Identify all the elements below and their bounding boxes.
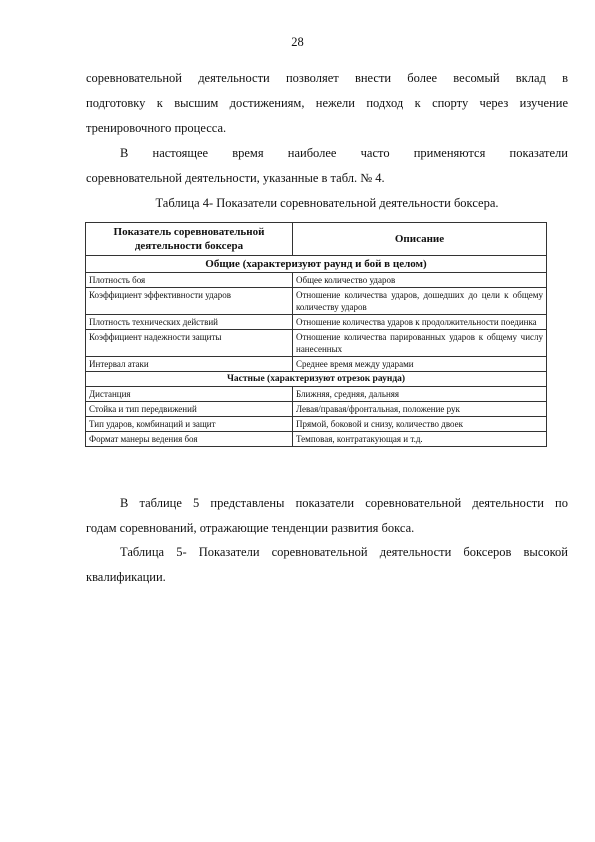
header-description: Описание xyxy=(293,223,547,256)
section-row xyxy=(86,256,547,273)
indicator-cell: Коэффициент эффективности ударов xyxy=(86,288,293,315)
table-5-caption xyxy=(86,540,568,590)
paragraph-line: соревновательной деятельности позволяет внести более весомый вклад в xyxy=(86,71,568,85)
section-general: Общие (характеризуют раунд и бой в целом) xyxy=(86,256,547,273)
table-row xyxy=(86,288,547,315)
table-4 xyxy=(85,222,547,447)
description-cell: Темповая, контратакующая и т.д. xyxy=(293,432,547,447)
description-cell: Левая/правая/фронтальная, положение рук xyxy=(293,402,547,417)
indicator-cell: Коэффициент надежности защиты xyxy=(86,330,293,357)
table-header-row xyxy=(86,223,547,256)
paragraph-table5-intro xyxy=(86,491,568,541)
paragraph-line: годам соревнований, отражающие тенденции развития бокса. xyxy=(86,521,415,535)
table-row xyxy=(86,357,547,372)
description-cell: Общее количество ударов xyxy=(293,273,547,288)
table-row xyxy=(86,330,547,357)
indicator-cell: Плотность боя xyxy=(86,273,293,288)
paragraph-line: Таблица 5- Показатели соревновательной деятельности боксеров высокой xyxy=(120,545,568,559)
description-cell: Отношение количества парированных ударов к общему числу нанесенных xyxy=(293,330,547,357)
paragraph-line: квалификации. xyxy=(86,570,166,584)
paragraph-intro xyxy=(86,66,568,191)
section-partial: Частные (характеризуют отрезок раунда) xyxy=(86,372,547,387)
description-cell: Прямой, боковой и снизу, количество двоек xyxy=(293,417,547,432)
description-cell: Отношение количества ударов, дошедших до цели к общему количеству ударов xyxy=(293,288,547,315)
indicator-cell: Дистанция xyxy=(86,387,293,402)
indicator-cell: Тип ударов, комбинаций и защит xyxy=(86,417,293,432)
table-row xyxy=(86,387,547,402)
paragraph-line: В таблице 5 представлены показатели соревновательной деятельности по xyxy=(120,496,568,510)
table-row xyxy=(86,315,547,330)
table-row xyxy=(86,417,547,432)
table-row xyxy=(86,273,547,288)
paragraph-line: В настоящее время наиболее часто применяются показатели xyxy=(120,146,568,160)
paragraph-line: соревновательной деятельности, указанные в табл. № 4. xyxy=(86,171,385,185)
description-cell: Отношение количества ударов к продолжительности поединка xyxy=(293,315,547,330)
description-cell: Среднее время между ударами xyxy=(293,357,547,372)
indicator-cell: Плотность технических действий xyxy=(86,315,293,330)
paragraph-line: тренировочного процесса. xyxy=(86,121,227,135)
indicator-cell: Стойка и тип передвижений xyxy=(86,402,293,417)
header-indicator: Показатель соревновательной деятельности боксера xyxy=(86,223,293,256)
page-number: 28 xyxy=(291,35,304,49)
table-4-caption: Таблица 4- Показатели соревновательной деятельности боксера. xyxy=(155,196,499,210)
section-row xyxy=(86,372,547,387)
paragraph-line: подготовку к высшим достижениям, нежели подход к спорту через изучение xyxy=(86,96,568,110)
table-row xyxy=(86,432,547,447)
description-cell: Ближняя, средняя, дальняя xyxy=(293,387,547,402)
table-row xyxy=(86,402,547,417)
indicator-cell: Интервал атаки xyxy=(86,357,293,372)
indicator-cell: Формат манеры ведения боя xyxy=(86,432,293,447)
